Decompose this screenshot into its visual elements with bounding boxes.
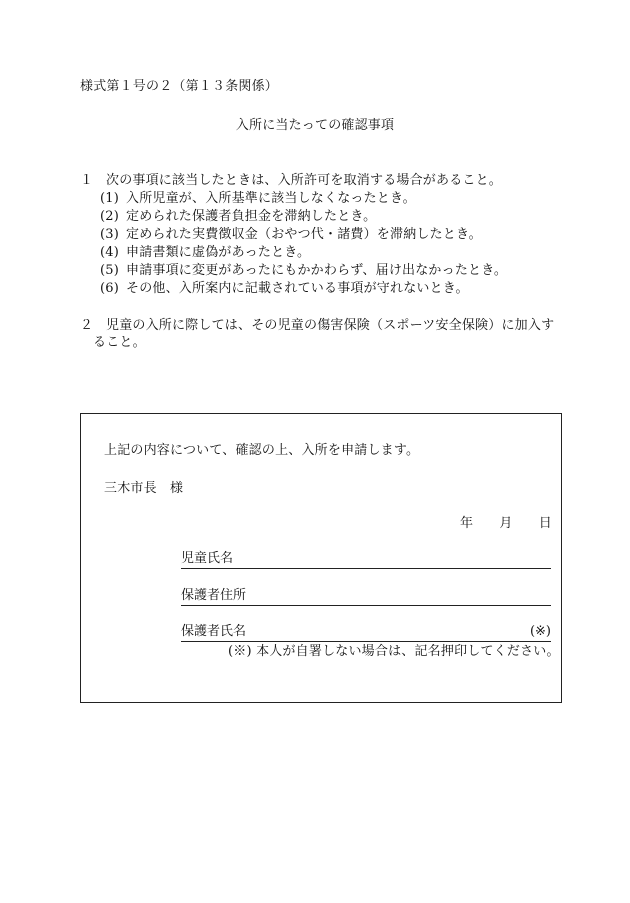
application-statement: 上記の内容について、確認の上、入所を申請します。 — [104, 443, 420, 458]
section-2-text-line-2: ること。 — [93, 335, 146, 350]
guardian-name-label: 保護者氏名 — [181, 624, 247, 639]
month-label: 月 — [499, 516, 513, 531]
guardian-address-label: 保護者住所 — [181, 588, 247, 603]
signature-note: (※) 本人が自署しない場合は、記名押印してください。 — [228, 644, 560, 659]
condition-number: (2) — [100, 209, 120, 224]
condition-text: 定められた実費徴収金（おやつ代・諸費）を滞納したとき。 — [126, 227, 482, 242]
section-1-number: １ — [80, 173, 94, 188]
condition-number: (3) — [100, 227, 120, 242]
condition-text: 定められた保護者負担金を滞納したとき。 — [126, 209, 377, 224]
condition-item — [100, 262, 507, 280]
condition-item — [100, 244, 310, 262]
condition-number: (4) — [100, 245, 120, 260]
section-2-number: ２ — [80, 318, 94, 333]
condition-item — [100, 226, 482, 244]
condition-number: (1) — [100, 191, 120, 206]
section-2-text-line-1: 児童の入所に際しては、その児童の傷害保険（スポーツ安全保険）に加入す — [106, 318, 555, 333]
year-label: 年 — [460, 516, 474, 531]
condition-text: 入所児童が、入所基準に該当しなくなったとき。 — [126, 191, 416, 206]
document-title: 入所に当たっての確認事項 — [235, 118, 395, 133]
condition-text: 申請事項に変更があったにもかかわらず、届け出なかったとき。 — [126, 263, 508, 278]
guardian-name-field[interactable] — [181, 623, 551, 642]
condition-number: (5) — [100, 263, 120, 278]
guardian-address-field[interactable] — [181, 587, 551, 606]
addressee: 三木市長 様 — [104, 481, 184, 496]
condition-item — [100, 190, 416, 208]
condition-text: その他、入所案内に記載されている事項が守れないとき。 — [126, 281, 469, 296]
condition-text: 申請書類に虚偽があったとき。 — [126, 245, 311, 260]
section-1-text: 次の事項に該当したときは、入所許可を取消する場合があること。 — [106, 173, 503, 188]
condition-item — [100, 208, 376, 226]
child-name-field[interactable] — [181, 550, 551, 569]
form-number: 様式第１号の２（第１３条関係） — [80, 79, 279, 94]
child-name-label: 児童氏名 — [181, 551, 234, 566]
day-label: 日 — [538, 516, 552, 531]
condition-number: (6) — [100, 281, 120, 296]
signature-mark: (※) — [529, 624, 551, 639]
date-line — [460, 515, 552, 533]
condition-item — [100, 280, 469, 298]
